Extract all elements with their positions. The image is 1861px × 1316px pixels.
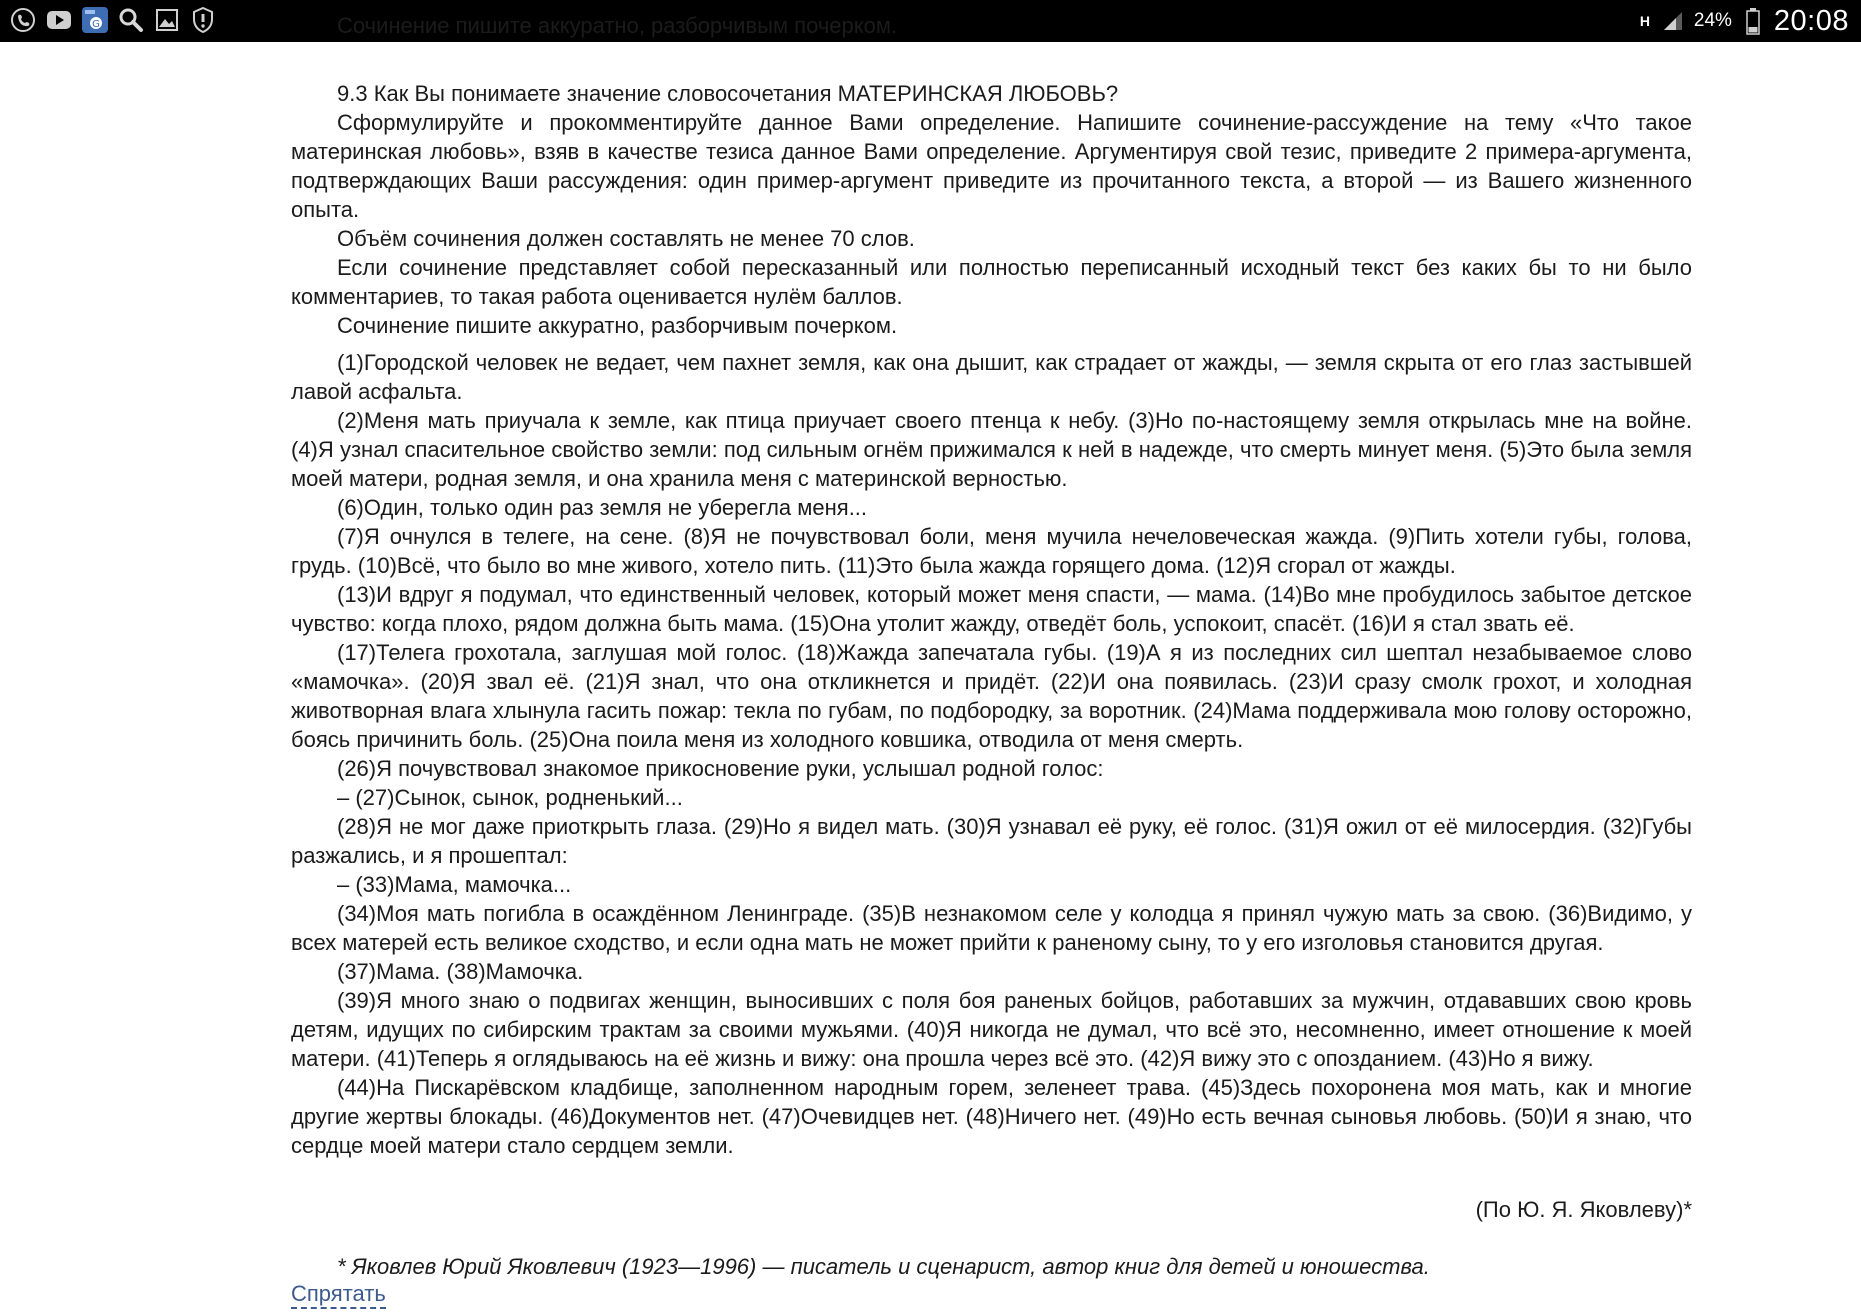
task-grading-note: Если сочинение представляет собой пересказанный или полностью переписанный исходный текст без каких бы то ни было комментариев, то такая работа оценивается нулём баллов. xyxy=(291,255,1692,309)
search-icon xyxy=(116,5,146,35)
task-length-requirement: Объём сочинения должен составлять не менее 70 слов. xyxy=(337,226,915,251)
network-type: H xyxy=(1639,13,1650,29)
text-paragraph: – (33)Мама, мамочка... xyxy=(337,872,572,897)
svg-text:G: G xyxy=(92,19,100,30)
security-shield-icon xyxy=(188,5,218,35)
cut-off-text: Сочинение пишите аккуратно, разборчивым почерком. xyxy=(337,13,898,38)
text-paragraph: (28)Я не мог даже приоткрыть глаза. (29)Но я видел мать. (30)Я узнавал её руку, её голос. (31)Я ожил от её милосердия. (32)Губы разжались, и я прошептал: xyxy=(291,814,1692,868)
author-credit: (По Ю. Я. Яковлеву)* xyxy=(1475,1197,1692,1222)
battery-icon xyxy=(1738,6,1768,36)
youtube-icon xyxy=(44,5,74,35)
text-paragraph: (26)Я почувствовал знакомое прикосновение руки, услышал родной голос: xyxy=(337,756,1104,781)
hide-link[interactable]: Спрятать xyxy=(291,1281,386,1309)
task-instructions: Сформулируйте и прокомментируйте данное Вами определение. Напишите сочинение-рассуждение на тему «Что такое материнская любовь», взяв в качестве тезиса данное Вами определение. Аргументируя свой тезис, приведите 2 примера-аргумента, подтверждающих Ваши рассуждения: один пример-аргумент приведите из прочитанного текста, а второй — из Вашего жизненного опыта. xyxy=(291,110,1692,222)
text-paragraph: (6)Один, только один раз земля не уберегла меня... xyxy=(337,495,868,520)
text-paragraph: (34)Моя мать погибла в осаждённом Ленинграде. (35)В незнакомом селе у колодца я принял чужую мать за свою. (36)Видимо, у всех матерей есть великое сходство, и если одна мать не может прийти к раненому сыну, то у его изголовья становится другая. xyxy=(291,901,1692,955)
text-paragraph: (17)Телега грохотала, заглушая мой голос. (18)Жажда запечатала губы. (19)А я из последних сил шептал незабываемое слово «мамочка». (20)Я звал её. (21)Я знал, что она откликнется и придёт. (22)И она появилась. (23)И сразу смолк грохот, и холодная животворная влага хлынула гасить пожар: текла по губам, по подбородку, за воротник. (24)Мама поддерживала мою голову осторожно, боясь причинить боль. (25)Она поила меня из холодного ковшика, отводила от меня смерть. xyxy=(291,640,1692,752)
text-paragraph: – (27)Сынок, сынок, родненький... xyxy=(337,785,683,810)
gallery-icon xyxy=(152,5,182,35)
clock: 20:08 xyxy=(1773,4,1849,37)
viber-icon xyxy=(8,5,38,35)
text-paragraph: (13)И вдруг я подумал, что единственный человек, который может меня спасти, — мама. (14)Во мне пробудилось забытое детское чувство: когда плохо, рядом должна быть мама. (15)Она утолит жажду, отведёт боль, успокоит, спасёт. (16)И я стал звать её. xyxy=(291,582,1692,636)
notification-icons xyxy=(8,5,218,35)
text-paragraph: (7)Я очнулся в телеге, на сене. (8)Я не почувствовал боли, меня мучила нечеловеческая жажда. (9)Пить хотели губы, голова, грудь. (10)Всё, что было во мне живого, хотело пить. (11)Это была жажда горящего дома. (12)Я сгорал от жажды. xyxy=(291,524,1692,578)
battery-percent: 24% xyxy=(1693,10,1732,31)
text-paragraph: (44)На Пискарёвском кладбище, заполненном народным горем, зеленеет трава. (45)Здесь похоронена моя мать, как и многие другие жертвы блокады. (46)Документов нет. (47)Очевидцев нет. (48)Ничего нет. (49)Но есть вечная сыновья любовь. (50)И я знаю, что сердце моей матери стало сердцем земли. xyxy=(291,1075,1692,1158)
source-text xyxy=(291,348,1692,1160)
app-badge-icon xyxy=(80,5,110,35)
cut-off-line xyxy=(291,13,1692,40)
task-handwriting-note: Сочинение пишите аккуратно, разборчивым почерком. xyxy=(337,313,898,338)
text-paragraph: (37)Мама. (38)Мамочка. xyxy=(337,959,584,984)
text-paragraph: (39)Я много знаю о подвигах женщин, выносивших с поля боя раненых бойцов, работавших за мужчин, отдававших свою кровь детям, идущих по сибирским трактам за своими мужьями. (40)Я никогда не думал, что всё это, несомненно, имеет отношение к моей матери. (41)Теперь я оглядываюсь на её жизнь и вижу: она прошла через всё это. (42)Я вижу это с опозданием. (43)Но я вижу. xyxy=(291,988,1692,1071)
text-paragraph: (2)Меня мать приучала к земле, как птица приучает своего птенца к небу. (3)Но по-настоящему земля открылась мне на войне. (4)Я узнал спасительное свойство земли: под сильным огнём прижимался к ней в надежде, что смерть минует меня. (5)Это была земля моей матери, родная земля, и она хранила меня с материнской верностью. xyxy=(291,408,1692,491)
text-paragraph: (1)Городской человек не ведает, чем пахнет земля, как она дышит, как страдает от жажды, — земля скрыта от его глаз застывшей лавой асфальта. xyxy=(291,350,1692,404)
footnote: * Яковлев Юрий Яковлевич (1923—1996) — писатель и сценарист, автор книг для детей и юношества. xyxy=(337,1254,1430,1279)
document-page xyxy=(291,0,1692,1316)
task-question: 9.3 Как Вы понимаете значение словосочетания МАТЕРИНСКАЯ ЛЮБОВЬ? xyxy=(337,81,1119,106)
task-section xyxy=(291,79,1692,340)
